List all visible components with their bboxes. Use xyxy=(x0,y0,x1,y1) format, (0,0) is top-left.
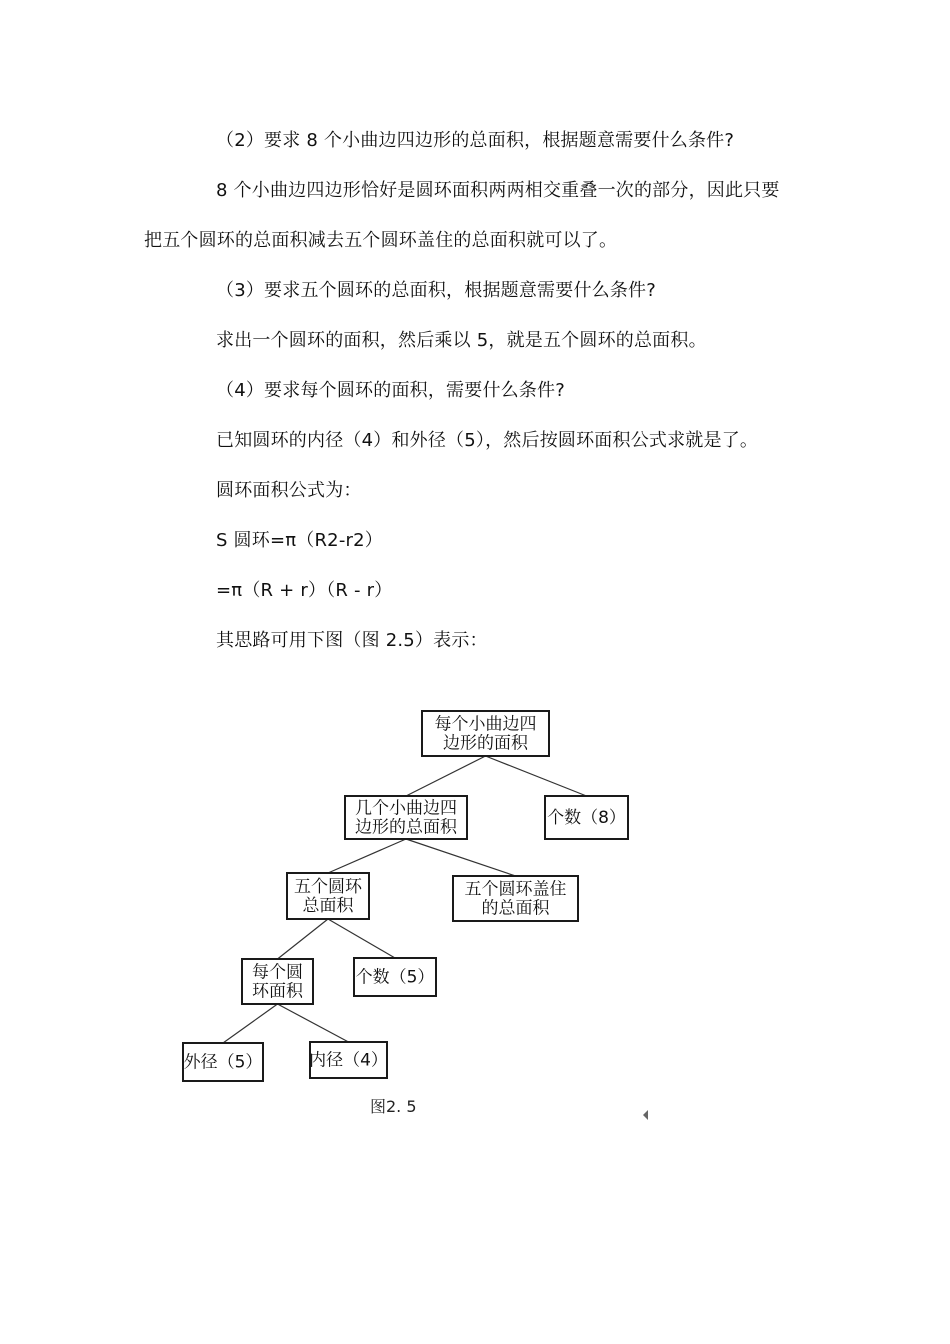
paragraph-answer-4: 已知圆环的内径（4）和外径（5），然后按圆环面积公式求就是了。 xyxy=(216,430,759,451)
edge-n1-n3 xyxy=(486,756,587,796)
stray-mark-icon xyxy=(643,1110,648,1120)
node-n3 xyxy=(545,796,628,839)
paragraph-answer-3: 求出一个圆环的面积，然后乘以 5，就是五个圆环的总面积。 xyxy=(216,330,707,351)
node-n5 xyxy=(453,876,578,921)
node-label-n2-0: 几个小曲边四 xyxy=(355,798,457,819)
node-label-n2-1: 边形的总面积 xyxy=(355,817,457,838)
edge-n1-n2 xyxy=(406,756,486,796)
edge-n6-n8 xyxy=(223,1004,278,1043)
edge-n4-n7 xyxy=(328,919,395,958)
paragraph-formula-intro: 圆环面积公式为： xyxy=(216,480,362,501)
node-n6 xyxy=(242,959,313,1004)
node-n7 xyxy=(354,958,436,996)
node-n2 xyxy=(345,796,467,839)
node-label-n3-0: 个数（8） xyxy=(547,808,626,828)
paragraph-figure-intro: 其思路可用下图（图 2.5）表示： xyxy=(216,630,488,651)
node-label-n7-0: 个数（5） xyxy=(355,967,435,988)
node-n9 xyxy=(309,1042,388,1078)
paragraph-answer-2-line-1: 8 个小曲边四边形恰好是圆环面积两两相交重叠一次的部分，因此只要 xyxy=(216,180,780,201)
edge-n2-n5 xyxy=(406,839,516,876)
edge-n2-n4 xyxy=(328,839,406,873)
node-label-n5-1: 的总面积 xyxy=(481,898,550,919)
figure-caption: 图2. 5 xyxy=(370,1097,417,1116)
edge-n6-n9 xyxy=(278,1004,349,1042)
node-label-n5-0: 五个圆环盖住 xyxy=(464,879,567,900)
node-label-n8-0: 外径（5） xyxy=(183,1052,263,1073)
paragraph-question-2: （2）要求 8 个小曲边四边形的总面积，根据题意需要什么条件? xyxy=(216,130,735,151)
paragraph-question-3: （3）要求五个圆环的总面积，根据题意需要什么条件? xyxy=(216,280,657,301)
node-label-n6-1: 环面积 xyxy=(252,981,303,1002)
node-label-n1-0: 每个小曲边四 xyxy=(434,714,537,735)
paragraph-formula-line-2: =π（R + r）（R - r） xyxy=(216,580,393,601)
node-label-n4-0: 五个圆环 xyxy=(294,877,362,897)
node-label-n9-0: 内径（4） xyxy=(309,1050,388,1071)
paragraph-answer-2-line-2: 把五个圆环的总面积减去五个圆环盖住的总面积就可以了。 xyxy=(144,230,618,251)
paragraph-question-4: （4）要求每个圆环的面积，需要什么条件? xyxy=(216,380,566,401)
node-n4 xyxy=(287,873,369,919)
node-label-n1-1: 边形的面积 xyxy=(443,733,528,754)
node-label-n4-1: 总面积 xyxy=(302,896,354,916)
node-n1 xyxy=(422,711,549,756)
edge-n4-n6 xyxy=(278,919,329,959)
node-label-n6-0: 每个圆 xyxy=(252,962,303,983)
paragraph-formula-line-1: S 圆环=π（R2-r2） xyxy=(216,530,383,551)
node-n8 xyxy=(183,1043,263,1081)
